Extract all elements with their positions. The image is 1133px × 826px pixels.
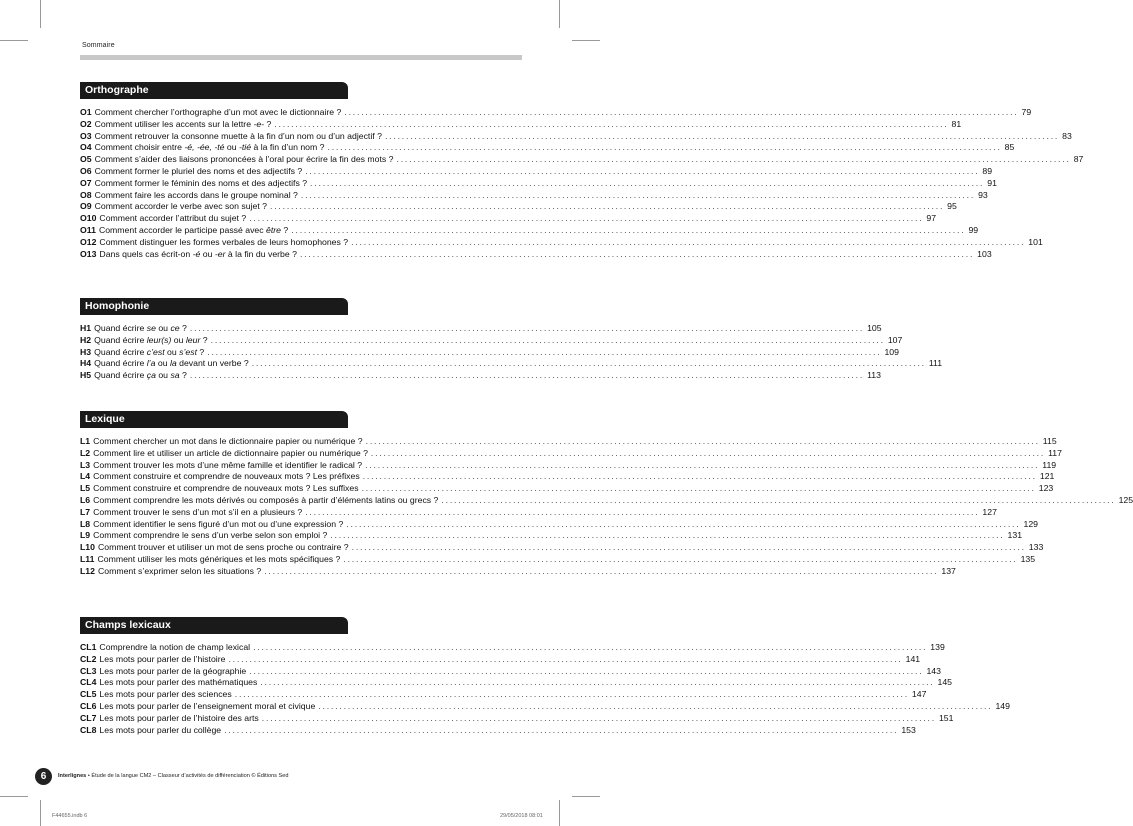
entry-title-part: Comment utiliser les mots génériques et les mots spécifiques ? bbox=[97, 553, 341, 564]
entry-page-number: 153 bbox=[901, 724, 916, 735]
toc-entry[interactable] bbox=[80, 224, 979, 237]
entry-leader-dots: ................................................................................................................................................................ bbox=[228, 653, 903, 664]
entry-title bbox=[93, 507, 302, 519]
entry-title-part: leur(s) bbox=[146, 334, 172, 345]
entry-title bbox=[93, 436, 362, 448]
entry-leader-dots: ................................................................................................................................................................ bbox=[207, 346, 882, 357]
entry-leader-dots: ................................................................................................................................................................ bbox=[365, 459, 1040, 470]
page-header-label: Sommaire bbox=[82, 42, 115, 49]
entry-code: O11 bbox=[80, 224, 96, 235]
entry-code: CL7 bbox=[80, 712, 97, 723]
crop-mark bbox=[0, 40, 28, 41]
entry-leader-dots: ................................................................................................................................................................ bbox=[305, 506, 980, 517]
entry-title-part: ou bbox=[171, 334, 186, 345]
entry-code: L6 bbox=[80, 494, 91, 505]
entry-page-number: 147 bbox=[911, 689, 927, 700]
entry-code: H3 bbox=[80, 346, 92, 357]
entry-title bbox=[94, 347, 204, 359]
entry-leader-dots: ................................................................................................................................................................ bbox=[305, 165, 980, 176]
entry-title-part: Les mots pour parler de la géographie bbox=[99, 665, 247, 676]
entry-page-number: 127 bbox=[982, 506, 997, 517]
entry-title bbox=[94, 358, 249, 370]
crop-mark bbox=[559, 0, 560, 28]
entry-code: O7 bbox=[80, 177, 92, 188]
entry-code: L7 bbox=[80, 506, 91, 517]
entry-leader-dots: ................................................................................................................................................................ bbox=[253, 642, 928, 652]
entry-code: L11 bbox=[80, 553, 95, 564]
entry-title bbox=[99, 677, 257, 689]
toc-entry[interactable] bbox=[80, 370, 881, 382]
entry-page-number: 81 bbox=[951, 118, 962, 129]
toc-entry[interactable] bbox=[80, 506, 997, 519]
entry-leader-dots: ................................................................................................................................................................ bbox=[234, 689, 909, 700]
entry-leader-dots: ................................................................................................................................................................ bbox=[249, 213, 924, 224]
entry-page-number: 89 bbox=[982, 165, 993, 176]
entry-title-part: Comment faire les accords dans le groupe nominal ? bbox=[94, 189, 298, 200]
entry-title-part: Quand écrire bbox=[94, 358, 147, 369]
footer-page-number: 6 bbox=[35, 768, 52, 785]
toc-entry[interactable] bbox=[80, 436, 1057, 448]
entry-title-part: Quand écrire bbox=[94, 334, 147, 345]
entry-title-part: Comment retrouver la consonne muette à la fin d’un nom ou d’un adjectif ? bbox=[94, 130, 382, 141]
toc-list bbox=[80, 642, 1010, 736]
entry-code: H2 bbox=[80, 334, 92, 345]
entry-title bbox=[95, 119, 272, 131]
toc-entry[interactable] bbox=[80, 665, 941, 678]
entry-code: O9 bbox=[80, 201, 92, 212]
toc-entry[interactable] bbox=[80, 154, 1084, 166]
entry-leader-dots: ................................................................................................................................................................ bbox=[344, 107, 1019, 117]
entry-title-part: Comment comprendre le sens d’un verbe selon son emploi ? bbox=[93, 530, 328, 541]
entry-code: CL3 bbox=[80, 665, 97, 676]
entry-title-part: ? bbox=[179, 323, 187, 333]
entry-title-part: Comment distinguer les formes verbales de leurs homophones ? bbox=[99, 236, 349, 247]
entry-page-number: 91 bbox=[987, 177, 997, 188]
entry-code: L8 bbox=[80, 518, 91, 529]
footer-brand: Interlignes bbox=[58, 773, 87, 779]
entry-page-number: 101 bbox=[1028, 236, 1043, 247]
toc-entry[interactable] bbox=[80, 201, 957, 213]
entry-title bbox=[93, 519, 343, 531]
entry-leader-dots: ................................................................................................................................................................ bbox=[261, 712, 936, 723]
entry-title-part: ? bbox=[179, 370, 187, 381]
entry-title-part: Comment accorder le participe passé avec bbox=[98, 224, 267, 235]
toc-entry[interactable] bbox=[80, 700, 1010, 713]
entry-code: CL4 bbox=[80, 677, 97, 688]
entry-leader-dots: ................................................................................................................................................................ bbox=[210, 334, 885, 345]
entry-title bbox=[99, 213, 246, 225]
entry-title-part: Les mots pour parler de l’histoire des arts bbox=[99, 712, 259, 723]
entry-title bbox=[99, 654, 225, 666]
print-slug-date: 29/05/2018 08:01 bbox=[500, 813, 543, 819]
section-homophonie bbox=[80, 298, 943, 382]
entry-code: O4 bbox=[80, 142, 92, 153]
entry-page-number: 97 bbox=[926, 213, 937, 224]
entry-code: L2 bbox=[80, 447, 91, 458]
entry-title-part: Comment lire et utiliser un article de dictionnaire papier ou numérique ? bbox=[93, 447, 368, 458]
entry-leader-dots: ................................................................................................................................................................ bbox=[224, 724, 899, 735]
entry-leader-dots: ................................................................................................................................................................ bbox=[291, 224, 966, 235]
entry-page-number: 111 bbox=[928, 358, 943, 369]
entry-title-part: Comment trouver le sens d’un mot s’il en a plusieurs ? bbox=[93, 506, 303, 517]
footer-credit bbox=[58, 773, 288, 779]
entry-page-number: 137 bbox=[941, 565, 956, 576]
entry-page-number: 79 bbox=[1021, 107, 1032, 117]
entry-code: CL6 bbox=[80, 700, 97, 711]
entry-title bbox=[99, 725, 221, 737]
entry-page-number: 95 bbox=[947, 201, 957, 212]
entry-title-part: ? bbox=[281, 224, 289, 235]
entry-page-number: 151 bbox=[938, 712, 954, 723]
entry-leader-dots: ................................................................................................................................................................ bbox=[189, 323, 865, 333]
entry-page-number: 133 bbox=[1028, 542, 1044, 553]
toc-entry[interactable] bbox=[80, 689, 927, 701]
toc-entry[interactable] bbox=[80, 553, 1036, 566]
entry-title-part: Comment construire et comprendre de nouveaux mots ? Les suffixes bbox=[93, 483, 359, 494]
toc-entry[interactable] bbox=[80, 142, 1015, 154]
crop-mark bbox=[572, 40, 600, 41]
toc-entry[interactable] bbox=[80, 118, 962, 131]
entry-title-part: Comment accorder l’attribut du sujet ? bbox=[99, 213, 247, 224]
footer-text: • Étude de la langue CM2 – Classeur d’activités de différenciation © Éditions Sed bbox=[86, 773, 289, 779]
toc-entry[interactable] bbox=[80, 346, 899, 359]
entry-page-number: 107 bbox=[887, 334, 903, 345]
entry-title bbox=[93, 483, 358, 495]
entry-title bbox=[94, 370, 187, 382]
entry-title-part: sa bbox=[170, 370, 180, 381]
entry-title-part: ou bbox=[200, 248, 215, 259]
toc-entry[interactable] bbox=[80, 189, 988, 202]
entry-title bbox=[94, 323, 187, 335]
toc-entry[interactable] bbox=[80, 459, 1057, 472]
toc-list bbox=[80, 323, 943, 382]
toc-entry[interactable] bbox=[80, 130, 1072, 143]
entry-title bbox=[95, 107, 342, 119]
entry-title bbox=[95, 142, 325, 154]
toc-entry[interactable] bbox=[80, 334, 903, 347]
toc-entry[interactable] bbox=[80, 213, 937, 225]
entry-page-number: 119 bbox=[1042, 459, 1057, 470]
entry-title-part: Comment identifier le sens figuré d’un mot ou d’une expression ? bbox=[93, 518, 344, 529]
entry-title bbox=[95, 154, 394, 166]
entry-page-number: 145 bbox=[937, 677, 953, 688]
entry-title bbox=[93, 460, 362, 472]
entry-leader-dots: ................................................................................................................................................................ bbox=[310, 177, 985, 188]
entry-code: O2 bbox=[80, 118, 92, 129]
entry-page-number: 141 bbox=[905, 653, 921, 664]
entry-title-part: -tié bbox=[238, 142, 252, 153]
entry-leader-dots: ................................................................................................................................................................ bbox=[362, 471, 1037, 482]
entry-title bbox=[93, 495, 438, 507]
entry-page-number: 83 bbox=[1062, 130, 1072, 141]
entry-title-part: Les mots pour parler des mathématiques bbox=[99, 677, 258, 688]
entry-page-number: 135 bbox=[1020, 553, 1036, 564]
entry-code: O10 bbox=[80, 213, 97, 224]
entry-title-part: -er bbox=[214, 248, 226, 259]
entry-title-part: Les mots pour parler de l’enseignement moral et civique bbox=[99, 700, 316, 711]
entry-leader-dots: ................................................................................................................................................................ bbox=[396, 154, 1071, 165]
entry-code: H4 bbox=[80, 358, 92, 369]
entry-title-part: Comment chercher un mot dans le dictionnaire papier ou numérique ? bbox=[93, 436, 363, 446]
entry-title-part: ou bbox=[155, 370, 171, 381]
entry-title-part: l’a bbox=[146, 358, 156, 369]
entry-page-number: 85 bbox=[1004, 142, 1015, 153]
entry-title-part: ? bbox=[197, 346, 205, 357]
entry-title bbox=[99, 701, 315, 713]
entry-leader-dots: ................................................................................................................................................................ bbox=[327, 142, 1002, 153]
entry-title-part: Comment chercher l’orthographe d’un mot avec le dictionnaire ? bbox=[94, 107, 342, 117]
crop-mark bbox=[40, 800, 41, 826]
toc-entry[interactable] bbox=[80, 248, 992, 261]
entry-title-part: Comment former le féminin des noms et des adjectifs ? bbox=[94, 177, 308, 188]
entry-leader-dots: ................................................................................................................................................................ bbox=[299, 248, 975, 259]
section-orthographe bbox=[80, 82, 1084, 260]
entry-title bbox=[93, 471, 360, 483]
entry-title-part: Quand écrire bbox=[94, 370, 147, 381]
section-title: Homophonie bbox=[80, 298, 348, 315]
section-title: Orthographe bbox=[80, 82, 348, 99]
entry-page-number: 115 bbox=[1042, 436, 1057, 446]
entry-title-part: ? bbox=[200, 334, 208, 345]
toc-entry[interactable] bbox=[80, 677, 953, 689]
entry-title-part: Les mots pour parler du collège bbox=[99, 724, 222, 735]
entry-title-part: Comment utiliser les accents sur la lettre bbox=[94, 118, 254, 129]
crop-mark bbox=[572, 796, 600, 797]
entry-title bbox=[99, 689, 231, 701]
entry-leader-dots: ................................................................................................................................................................ bbox=[274, 118, 949, 129]
entry-page-number: 149 bbox=[995, 700, 1010, 711]
entry-title-part: Dans quels cas écrit-on bbox=[99, 248, 193, 259]
toc-entry[interactable] bbox=[80, 642, 945, 654]
entry-leader-dots: ................................................................................................................................................................ bbox=[251, 358, 926, 369]
entry-code: CL1 bbox=[80, 642, 97, 652]
entry-title-part: ou bbox=[224, 142, 239, 153]
entry-leader-dots: ................................................................................................................................................................ bbox=[260, 677, 935, 688]
entry-title bbox=[99, 237, 348, 249]
toc-list bbox=[80, 107, 1084, 260]
entry-code: L1 bbox=[80, 436, 91, 446]
toc-entry[interactable] bbox=[80, 447, 1062, 460]
entry-title-part: la bbox=[169, 358, 177, 369]
entry-title-part: Comment trouver et utiliser un mot de sens proche ou contraire ? bbox=[97, 542, 349, 553]
entry-code: L4 bbox=[80, 471, 91, 482]
entry-title bbox=[93, 530, 327, 542]
entry-leader-dots: ................................................................................................................................................................ bbox=[361, 483, 1036, 494]
crop-mark bbox=[559, 800, 560, 826]
entry-title-part: être bbox=[266, 224, 282, 235]
entry-code: O12 bbox=[80, 236, 97, 247]
entry-title-part: Comment accorder le verbe avec son sujet ? bbox=[94, 201, 267, 212]
entry-leader-dots: ................................................................................................................................................................ bbox=[318, 700, 993, 711]
entry-title-part: Comment comprendre les mots dérivés ou composés à partir d’éléments latins ou grecs ? bbox=[93, 494, 439, 505]
toc-entry[interactable] bbox=[80, 494, 1133, 507]
entry-page-number: 109 bbox=[884, 346, 899, 357]
entry-title-part: à la fin du verbe ? bbox=[225, 248, 297, 259]
entry-title-part: Comment trouver les mots d’une même famille et identifier le radical ? bbox=[93, 459, 363, 470]
entry-leader-dots: ................................................................................................................................................................ bbox=[300, 189, 976, 200]
entry-leader-dots: ................................................................................................................................................................ bbox=[269, 201, 945, 212]
entry-title bbox=[95, 131, 382, 143]
print-slug-file: F44655.indb 6 bbox=[52, 813, 88, 819]
entry-title bbox=[95, 166, 303, 178]
entry-page-number: 131 bbox=[1007, 530, 1023, 541]
entry-title-part: ? bbox=[264, 118, 272, 129]
entry-leader-dots: ................................................................................................................................................................ bbox=[384, 130, 1060, 141]
toc-entry[interactable] bbox=[80, 565, 956, 578]
toc-entry[interactable] bbox=[80, 653, 921, 666]
entry-leader-dots: ................................................................................................................................................................ bbox=[351, 236, 1026, 247]
entry-title-part: Comment s’aider des liaisons prononcées à l’oral pour écrire la fin des mots ? bbox=[94, 154, 394, 165]
entry-code: CL8 bbox=[80, 724, 97, 735]
crop-mark bbox=[0, 796, 28, 797]
entry-page-number: 105 bbox=[867, 323, 882, 333]
entry-title-part: ou bbox=[164, 346, 180, 357]
entry-title bbox=[95, 178, 307, 190]
entry-title-part: ou bbox=[155, 323, 171, 333]
entry-code: O3 bbox=[80, 130, 92, 141]
entry-code: O6 bbox=[80, 165, 92, 176]
toc-entry[interactable] bbox=[80, 483, 1054, 495]
entry-page-number: 87 bbox=[1073, 154, 1084, 165]
entry-title-part: Comment former le pluriel des noms et des adjectifs ? bbox=[94, 165, 303, 176]
entry-page-number: 143 bbox=[926, 665, 941, 676]
entry-title-part: à la fin d’un nom ? bbox=[251, 142, 325, 153]
entry-title-part: Quand écrire bbox=[94, 346, 147, 357]
entry-code: O13 bbox=[80, 248, 97, 259]
entry-leader-dots: ................................................................................................................................................................ bbox=[343, 553, 1018, 564]
entry-title bbox=[99, 642, 250, 654]
entry-title bbox=[98, 554, 341, 566]
entry-title-part: -é bbox=[192, 248, 201, 259]
entry-title-part: -é, -ée, -té bbox=[184, 142, 225, 153]
entry-title-part: Quand écrire bbox=[94, 323, 147, 333]
entry-code: L10 bbox=[80, 542, 95, 553]
toc-entry[interactable] bbox=[80, 542, 1044, 554]
entry-title bbox=[93, 448, 368, 460]
toc-entry[interactable] bbox=[80, 471, 1055, 483]
entry-title-part: devant un verbe ? bbox=[176, 358, 249, 369]
entry-title-part: Comment construire et comprendre de nouveaux mots ? Les préfixes bbox=[93, 471, 360, 482]
entry-leader-dots: ................................................................................................................................................................ bbox=[264, 565, 939, 576]
entry-code: L9 bbox=[80, 530, 91, 541]
toc-entry[interactable] bbox=[80, 165, 993, 178]
entry-code: CL5 bbox=[80, 689, 97, 700]
entry-leader-dots: ................................................................................................................................................................ bbox=[441, 494, 1116, 505]
entry-title-part: Comment choisir entre bbox=[94, 142, 185, 153]
entry-title-part: se bbox=[146, 323, 156, 333]
entry-title-part: Comprendre la notion de champ lexical bbox=[99, 642, 251, 652]
entry-title-part: -e- bbox=[253, 118, 265, 129]
entry-code: H1 bbox=[80, 323, 92, 333]
entry-leader-dots: ................................................................................................................................................................ bbox=[330, 530, 1005, 541]
toc-entry[interactable] bbox=[80, 530, 1023, 542]
entry-page-number: 93 bbox=[978, 189, 988, 200]
entry-title-part: Comment s’exprimer selon les situations ? bbox=[97, 565, 262, 576]
toc-entry[interactable] bbox=[80, 236, 1043, 249]
entry-leader-dots: ................................................................................................................................................................ bbox=[365, 436, 1040, 446]
toc-entry[interactable] bbox=[80, 107, 1032, 119]
section-champs-lexicaux bbox=[80, 617, 1010, 736]
entry-title bbox=[94, 335, 208, 347]
toc-entry[interactable] bbox=[80, 358, 943, 370]
entry-title-part: ou bbox=[155, 358, 170, 369]
entry-code: L12 bbox=[80, 565, 95, 576]
entry-leader-dots: ................................................................................................................................................................ bbox=[351, 542, 1026, 553]
entry-code: CL2 bbox=[80, 653, 97, 664]
entry-title bbox=[95, 201, 267, 213]
entry-title-part: s’est bbox=[179, 346, 197, 357]
entry-title bbox=[99, 249, 297, 261]
entry-title bbox=[99, 225, 288, 237]
section-title: Lexique bbox=[80, 411, 348, 428]
entry-page-number: 139 bbox=[930, 642, 945, 652]
entry-page-number: 99 bbox=[968, 224, 979, 235]
entry-leader-dots: ................................................................................................................................................................ bbox=[370, 447, 1046, 458]
crop-mark bbox=[40, 0, 41, 28]
section-lexique bbox=[80, 411, 1133, 578]
entry-title-part: ça bbox=[146, 370, 156, 381]
entry-leader-dots: ................................................................................................................................................................ bbox=[189, 370, 865, 381]
entry-page-number: 125 bbox=[1118, 494, 1133, 505]
entry-page-number: 129 bbox=[1023, 518, 1038, 529]
entry-code: O1 bbox=[80, 107, 92, 117]
entry-code: L5 bbox=[80, 483, 91, 494]
entry-title-part: Les mots pour parler des sciences bbox=[99, 689, 232, 700]
entry-page-number: 123 bbox=[1038, 483, 1054, 494]
toc-entry[interactable] bbox=[80, 518, 1038, 531]
entry-title-part: c’est bbox=[146, 346, 165, 357]
entry-title bbox=[98, 566, 261, 578]
toc-entry[interactable] bbox=[80, 323, 882, 335]
entry-title bbox=[95, 190, 298, 202]
entry-leader-dots: ................................................................................................................................................................ bbox=[346, 518, 1021, 529]
entry-title-part: ce bbox=[170, 323, 180, 333]
entry-code: O8 bbox=[80, 189, 92, 200]
entry-title bbox=[98, 542, 349, 554]
toc-list bbox=[80, 436, 1133, 578]
entry-page-number: 117 bbox=[1048, 447, 1062, 458]
entry-title bbox=[99, 666, 246, 678]
entry-page-number: 121 bbox=[1039, 471, 1055, 482]
entry-code: L3 bbox=[80, 459, 91, 470]
toc-entry[interactable] bbox=[80, 177, 997, 190]
header-rule bbox=[80, 55, 522, 60]
entry-title bbox=[99, 713, 258, 725]
entry-title-part: leur bbox=[185, 334, 201, 345]
entry-code: H5 bbox=[80, 370, 92, 381]
entry-title-part: Les mots pour parler de l’histoire bbox=[99, 653, 226, 664]
toc-entry[interactable] bbox=[80, 724, 916, 737]
entry-code: O5 bbox=[80, 154, 92, 165]
entry-page-number: 103 bbox=[977, 248, 992, 259]
entry-leader-dots: ................................................................................................................................................................ bbox=[249, 665, 924, 676]
entry-page-number: 113 bbox=[867, 370, 881, 381]
section-title: Champs lexicaux bbox=[80, 617, 348, 634]
toc-entry[interactable] bbox=[80, 712, 954, 725]
